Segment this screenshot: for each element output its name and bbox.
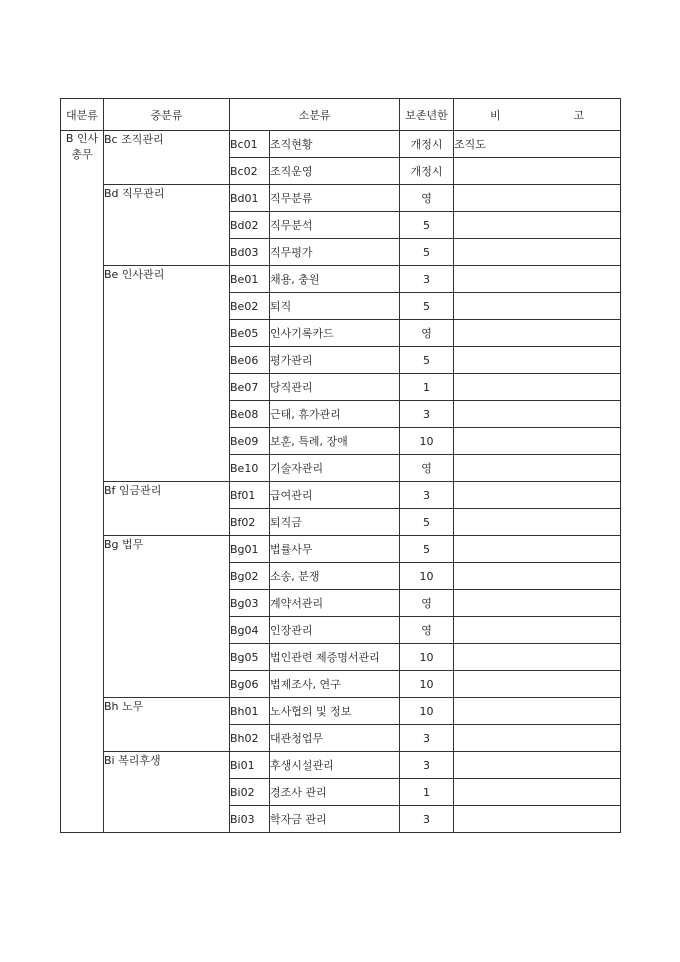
note-cell bbox=[454, 293, 621, 320]
mid-category-cell: Bf 임금관리 bbox=[104, 482, 230, 536]
mid-category-cell: Bi 복리후생 bbox=[104, 752, 230, 833]
note-cell bbox=[454, 428, 621, 455]
record-code-cell: Bi03 bbox=[230, 806, 270, 833]
note-cell bbox=[454, 590, 621, 617]
note-cell bbox=[454, 806, 621, 833]
retention-period-cell: 영 bbox=[400, 590, 454, 617]
record-code-cell: Bg04 bbox=[230, 617, 270, 644]
retention-period-cell: 10 bbox=[400, 428, 454, 455]
record-code-cell: Be10 bbox=[230, 455, 270, 482]
record-name-cell: 인장관리 bbox=[270, 617, 400, 644]
record-code-cell: Be05 bbox=[230, 320, 270, 347]
note-cell bbox=[454, 158, 621, 185]
record-name-cell: 소송, 분쟁 bbox=[270, 563, 400, 590]
record-name-cell: 퇴직 bbox=[270, 293, 400, 320]
record-name-cell: 보훈, 특례, 장애 bbox=[270, 428, 400, 455]
table-row bbox=[61, 752, 621, 779]
major-category-header: 대분류 bbox=[61, 99, 104, 131]
note-cell bbox=[454, 698, 621, 725]
retention-period-cell: 5 bbox=[400, 293, 454, 320]
note-cell bbox=[454, 779, 621, 806]
retention-period-cell: 영 bbox=[400, 455, 454, 482]
record-name-cell: 채용, 충원 bbox=[270, 266, 400, 293]
record-name-cell: 인사기록카드 bbox=[270, 320, 400, 347]
note-cell bbox=[454, 509, 621, 536]
record-name-cell: 법제조사, 연구 bbox=[270, 671, 400, 698]
major-category-cell bbox=[61, 131, 104, 833]
note-cell bbox=[454, 185, 621, 212]
note-cell bbox=[454, 239, 621, 266]
record-name-cell: 계약서관리 bbox=[270, 590, 400, 617]
note-cell: 조직도 bbox=[454, 131, 621, 158]
table-row bbox=[61, 482, 621, 509]
record-name-cell: 후생시설관리 bbox=[270, 752, 400, 779]
mid-category-cell: Bh 노무 bbox=[104, 698, 230, 752]
record-name-cell: 기술자관리 bbox=[270, 455, 400, 482]
note-cell bbox=[454, 266, 621, 293]
table-row bbox=[61, 698, 621, 725]
table-row bbox=[61, 266, 621, 293]
note-cell bbox=[454, 401, 621, 428]
retention-period-cell: 5 bbox=[400, 509, 454, 536]
record-name-cell: 조직현황 bbox=[270, 131, 400, 158]
note-cell bbox=[454, 320, 621, 347]
note-header-char-2: 고 bbox=[573, 108, 585, 122]
note-cell bbox=[454, 644, 621, 671]
record-name-cell: 당직관리 bbox=[270, 374, 400, 401]
table-row bbox=[61, 185, 621, 212]
record-code-cell: Be07 bbox=[230, 374, 270, 401]
retention-period-cell: 3 bbox=[400, 806, 454, 833]
note-cell bbox=[454, 617, 621, 644]
table-row bbox=[61, 536, 621, 563]
record-code-cell: Bh02 bbox=[230, 725, 270, 752]
retention-period-cell: 3 bbox=[400, 482, 454, 509]
retention-period-cell: 3 bbox=[400, 725, 454, 752]
mid-category-cell: Be 인사관리 bbox=[104, 266, 230, 482]
retention-period-cell: 5 bbox=[400, 536, 454, 563]
record-code-cell: Bd01 bbox=[230, 185, 270, 212]
retention-period-cell: 3 bbox=[400, 401, 454, 428]
record-name-cell: 급여관리 bbox=[270, 482, 400, 509]
header-row bbox=[61, 99, 621, 131]
retention-period-cell: 영 bbox=[400, 320, 454, 347]
record-code-cell: Bg03 bbox=[230, 590, 270, 617]
record-code-cell: Bg05 bbox=[230, 644, 270, 671]
retention-period-cell: 10 bbox=[400, 563, 454, 590]
record-name-cell: 직무분류 bbox=[270, 185, 400, 212]
record-code-cell: Bd02 bbox=[230, 212, 270, 239]
note-cell bbox=[454, 482, 621, 509]
retention-period-cell: 1 bbox=[400, 779, 454, 806]
record-code-cell: Be09 bbox=[230, 428, 270, 455]
record-name-cell: 법률사무 bbox=[270, 536, 400, 563]
record-code-cell: Bh01 bbox=[230, 698, 270, 725]
retention-period-header: 보존년한 bbox=[400, 99, 454, 131]
record-code-cell: Bf01 bbox=[230, 482, 270, 509]
mid-category-header: 중분류 bbox=[104, 99, 230, 131]
note-cell bbox=[454, 347, 621, 374]
note-cell bbox=[454, 455, 621, 482]
note-header bbox=[454, 99, 621, 131]
record-name-cell: 직무분석 bbox=[270, 212, 400, 239]
note-cell bbox=[454, 374, 621, 401]
retention-period-cell: 영 bbox=[400, 185, 454, 212]
retention-period-cell: 1 bbox=[400, 374, 454, 401]
major-category-label-line1: B 인사 bbox=[65, 132, 99, 145]
record-name-cell: 근태, 휴가관리 bbox=[270, 401, 400, 428]
note-header-char-1: 비 bbox=[490, 108, 501, 122]
record-name-cell: 학자금 관리 bbox=[270, 806, 400, 833]
record-code-cell: Bg02 bbox=[230, 563, 270, 590]
retention-period-cell: 5 bbox=[400, 347, 454, 374]
record-code-cell: Bg06 bbox=[230, 671, 270, 698]
retention-period-cell: 5 bbox=[400, 239, 454, 266]
record-name-cell: 노사협의 및 정보 bbox=[270, 698, 400, 725]
record-code-cell: Bi02 bbox=[230, 779, 270, 806]
record-code-cell: Bg01 bbox=[230, 536, 270, 563]
record-code-cell: Bc02 bbox=[230, 158, 270, 185]
major-category-label-line2: 총무 bbox=[71, 148, 93, 161]
retention-period-cell: 10 bbox=[400, 698, 454, 725]
retention-period-cell: 10 bbox=[400, 671, 454, 698]
minor-category-header: 소분류 bbox=[230, 99, 400, 131]
record-code-cell: Bc01 bbox=[230, 131, 270, 158]
record-code-cell: Bd03 bbox=[230, 239, 270, 266]
record-name-cell: 대관청업무 bbox=[270, 725, 400, 752]
record-name-cell: 직무평가 bbox=[270, 239, 400, 266]
retention-period-cell: 10 bbox=[400, 644, 454, 671]
retention-period-cell: 개정시 bbox=[400, 131, 454, 158]
retention-period-cell: 개정시 bbox=[400, 158, 454, 185]
note-cell bbox=[454, 212, 621, 239]
record-code-cell: Be06 bbox=[230, 347, 270, 374]
mid-category-cell: Bg 법무 bbox=[104, 536, 230, 698]
record-code-cell: Be02 bbox=[230, 293, 270, 320]
note-cell bbox=[454, 725, 621, 752]
records-classification-table bbox=[60, 98, 621, 833]
record-name-cell: 퇴직금 bbox=[270, 509, 400, 536]
record-name-cell: 조직운영 bbox=[270, 158, 400, 185]
record-code-cell: Bi01 bbox=[230, 752, 270, 779]
retention-period-cell: 영 bbox=[400, 617, 454, 644]
note-cell bbox=[454, 671, 621, 698]
mid-category-cell: Bc 조직관리 bbox=[104, 131, 230, 185]
record-code-cell: Be08 bbox=[230, 401, 270, 428]
table-body bbox=[61, 131, 621, 833]
record-code-cell: Bf02 bbox=[230, 509, 270, 536]
retention-period-cell: 3 bbox=[400, 752, 454, 779]
mid-category-cell: Bd 직무관리 bbox=[104, 185, 230, 266]
record-name-cell: 법인관련 제증명서관리 bbox=[270, 644, 400, 671]
retention-period-cell: 3 bbox=[400, 266, 454, 293]
record-name-cell: 경조사 관리 bbox=[270, 779, 400, 806]
note-cell bbox=[454, 563, 621, 590]
table-row bbox=[61, 131, 621, 158]
note-cell bbox=[454, 752, 621, 779]
record-name-cell: 평가관리 bbox=[270, 347, 400, 374]
retention-period-cell: 5 bbox=[400, 212, 454, 239]
note-cell bbox=[454, 536, 621, 563]
record-code-cell: Be01 bbox=[230, 266, 270, 293]
